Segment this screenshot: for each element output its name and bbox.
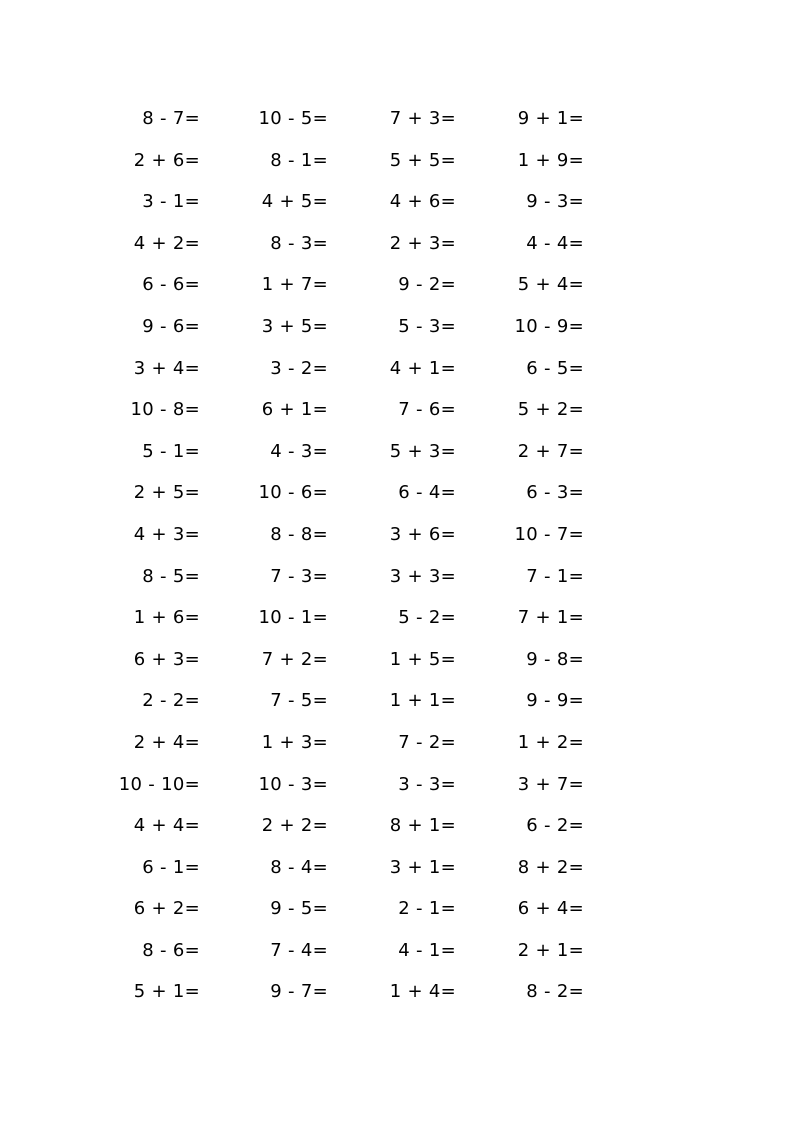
- math-problem: 4 + 2=: [133, 232, 200, 254]
- worksheet-row: [0, 805, 794, 847]
- math-problem: 1 + 9=: [517, 149, 584, 171]
- worksheet-row: [0, 930, 794, 972]
- math-problem: 3 + 5=: [261, 315, 328, 337]
- math-problem: 6 - 1=: [142, 856, 200, 878]
- math-problem: 5 - 1=: [142, 440, 200, 462]
- math-problem: 9 - 8=: [526, 648, 584, 670]
- math-problem: 3 - 2=: [270, 357, 328, 379]
- math-problem: 8 - 5=: [142, 565, 200, 587]
- worksheet-row: [0, 306, 794, 348]
- math-problem: 9 + 1=: [517, 108, 584, 129]
- math-problem: 4 - 4=: [526, 232, 584, 254]
- math-problem: 2 + 5=: [133, 482, 200, 504]
- math-problem: 2 - 1=: [398, 898, 456, 920]
- math-problem: 8 + 2=: [517, 856, 584, 878]
- math-problem: 7 - 3=: [270, 565, 328, 587]
- math-problem: 4 - 1=: [398, 939, 456, 961]
- math-problem: 7 - 1=: [526, 565, 584, 587]
- math-problem: 5 + 4=: [517, 274, 584, 296]
- math-problem: 4 - 3=: [270, 440, 328, 462]
- worksheet-row: [0, 847, 794, 889]
- worksheet-row: [0, 98, 794, 140]
- math-problem: 1 + 6=: [133, 607, 200, 629]
- math-problem: 4 + 1=: [389, 357, 456, 379]
- math-problem: 9 - 5=: [270, 898, 328, 920]
- math-problem: 8 - 3=: [270, 232, 328, 254]
- math-problem: 8 - 6=: [142, 939, 200, 961]
- math-problem: 6 - 5=: [526, 357, 584, 379]
- math-problem: 1 + 7=: [261, 274, 328, 296]
- math-problem: 9 - 6=: [142, 315, 200, 337]
- math-problem: 6 - 3=: [526, 482, 584, 504]
- math-problem: 10 - 10=: [118, 773, 200, 795]
- worksheet-row: [0, 140, 794, 182]
- math-problem: 7 - 6=: [398, 399, 456, 421]
- math-problem: 6 + 1=: [261, 399, 328, 421]
- math-problem: 2 + 6=: [133, 149, 200, 171]
- math-problem: 5 - 2=: [398, 607, 456, 629]
- worksheet-row: [0, 223, 794, 265]
- math-problem: 9 - 3=: [526, 191, 584, 213]
- math-problem: 6 - 2=: [526, 815, 584, 837]
- math-problem: 1 + 2=: [517, 731, 584, 753]
- worksheet-row: [0, 389, 794, 431]
- math-problem: 6 + 3=: [133, 648, 200, 670]
- math-problem: 8 - 2=: [526, 981, 584, 1003]
- math-problem: 4 + 6=: [389, 191, 456, 213]
- math-problem: 1 + 3=: [261, 731, 328, 753]
- math-problem: 10 - 7=: [514, 523, 584, 545]
- math-problem: 6 - 6=: [142, 274, 200, 296]
- worksheet-row: [0, 722, 794, 764]
- math-problem: 9 - 7=: [270, 981, 328, 1003]
- worksheet-row: [0, 181, 794, 223]
- math-problem: 6 - 4=: [398, 482, 456, 504]
- worksheet-row: [0, 764, 794, 806]
- math-problem: 10 - 3=: [258, 773, 328, 795]
- math-problem: 7 + 2=: [261, 648, 328, 670]
- worksheet-row: [0, 556, 794, 598]
- math-problem: 10 - 5=: [258, 108, 328, 129]
- math-worksheet: [0, 98, 794, 1013]
- math-problem: 8 - 1=: [270, 149, 328, 171]
- worksheet-row: [0, 971, 794, 1013]
- worksheet-row: [0, 888, 794, 930]
- worksheet-row: [0, 472, 794, 514]
- math-problem: 8 + 1=: [389, 815, 456, 837]
- math-problem: 10 - 6=: [258, 482, 328, 504]
- math-problem: 4 + 5=: [261, 191, 328, 213]
- math-problem: 3 - 3=: [398, 773, 456, 795]
- math-problem: 7 + 3=: [389, 108, 456, 129]
- math-problem: 5 - 3=: [398, 315, 456, 337]
- worksheet-row: [0, 431, 794, 473]
- math-problem: 2 - 2=: [142, 690, 200, 712]
- math-problem: 1 + 4=: [389, 981, 456, 1003]
- math-problem: 1 + 1=: [389, 690, 456, 712]
- math-problem: 7 - 5=: [270, 690, 328, 712]
- math-problem: 2 + 2=: [261, 815, 328, 837]
- math-problem: 5 + 3=: [389, 440, 456, 462]
- math-problem: 7 - 2=: [398, 731, 456, 753]
- worksheet-row: [0, 514, 794, 556]
- math-problem: 2 + 7=: [517, 440, 584, 462]
- math-problem: 10 - 1=: [258, 607, 328, 629]
- math-problem: 8 - 7=: [142, 108, 200, 129]
- math-problem: 7 + 1=: [517, 607, 584, 629]
- math-problem: 4 + 4=: [133, 815, 200, 837]
- math-problem: 5 + 2=: [517, 399, 584, 421]
- worksheet-row: [0, 348, 794, 390]
- math-problem: 10 - 9=: [514, 315, 584, 337]
- math-problem: 5 + 1=: [133, 981, 200, 1003]
- math-problem: 2 + 3=: [389, 232, 456, 254]
- math-problem: 1 + 5=: [389, 648, 456, 670]
- worksheet-row: [0, 639, 794, 681]
- math-problem: 6 + 2=: [133, 898, 200, 920]
- math-problem: 3 - 1=: [142, 191, 200, 213]
- math-problem: 2 + 1=: [517, 939, 584, 961]
- math-problem: 9 - 2=: [398, 274, 456, 296]
- worksheet-row: [0, 264, 794, 306]
- math-problem: 6 + 4=: [517, 898, 584, 920]
- math-problem: 10 - 8=: [130, 399, 200, 421]
- math-problem: 5 + 5=: [389, 149, 456, 171]
- math-problem: 3 + 7=: [517, 773, 584, 795]
- math-problem: 7 - 4=: [270, 939, 328, 961]
- math-problem: 8 - 8=: [270, 523, 328, 545]
- math-problem: 3 + 1=: [389, 856, 456, 878]
- worksheet-row: [0, 680, 794, 722]
- math-problem: 2 + 4=: [133, 731, 200, 753]
- math-problem: 4 + 3=: [133, 523, 200, 545]
- math-problem: 8 - 4=: [270, 856, 328, 878]
- math-problem: 3 + 6=: [389, 523, 456, 545]
- math-problem: 3 + 4=: [133, 357, 200, 379]
- math-problem: 9 - 9=: [526, 690, 584, 712]
- worksheet-row: [0, 597, 794, 639]
- math-problem: 3 + 3=: [389, 565, 456, 587]
